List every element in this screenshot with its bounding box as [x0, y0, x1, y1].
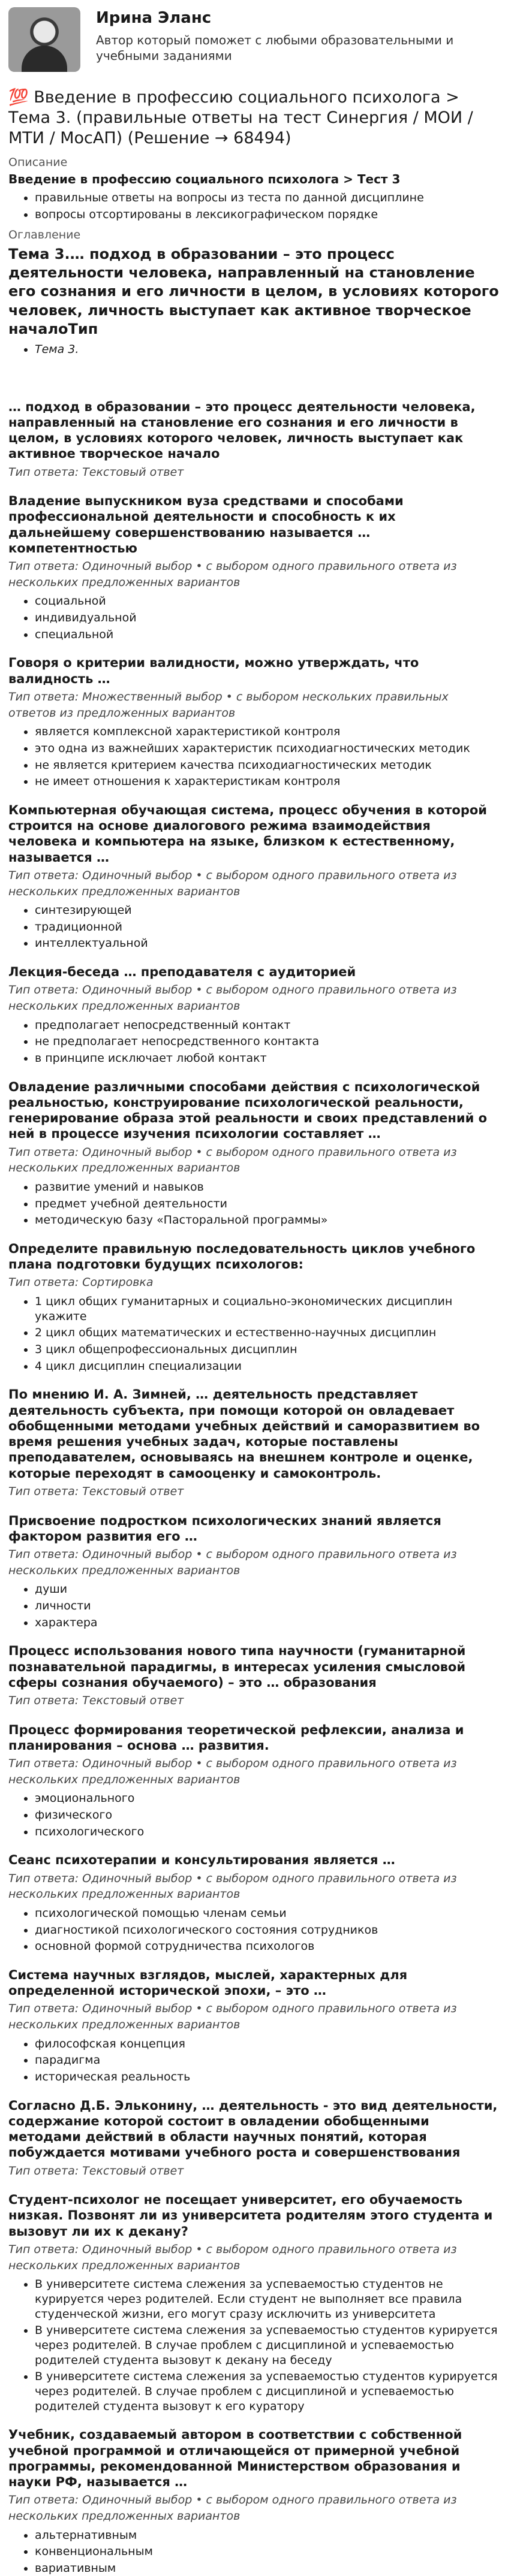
answer-option: • эмоционального [35, 1791, 500, 1806]
question-block [8, 1079, 500, 1228]
answer-type: Тип ответа: Одиночный выбор • с выбором одного правильного ответа из нескольких предложенных вариантов [8, 1757, 457, 1786]
answer-options [8, 2037, 500, 2085]
description-section [8, 155, 500, 222]
answer-type: Тип ответа: Одиночный выбор • с выбором одного правильного ответа из нескольких предложенных вариантов [8, 2493, 457, 2523]
answer-type: Тип ответа: Одиночный выбор • с выбором одного правильного ответа из нескольких предложенных вариантов [8, 868, 457, 898]
question-text: Студент-психолог не посещает университет, его обучаемость низкая. Позвонят ли из университета родителям этого студента и вызовут ли их к декану? [8, 2193, 493, 2239]
toc-list [8, 342, 500, 357]
question-block [8, 493, 500, 642]
answer-option: • души [35, 1582, 500, 1597]
questions-list [8, 399, 500, 2576]
answer-type: Тип ответа: Одиночный выбор • с выбором одного правильного ответа из нескольких предложенных вариантов [8, 2242, 457, 2272]
answer-options [8, 1180, 500, 1228]
question-text: Говоря о критерии валидности, можно утверждать, что валидность … [8, 656, 419, 686]
answer-options [8, 2277, 500, 2414]
question-block [8, 802, 500, 951]
author-name[interactable]: Ирина Эланс [96, 9, 212, 27]
answer-option: • 4 цикл дисциплин специализации [35, 1359, 500, 1374]
answer-option: • традиционной [35, 920, 500, 935]
answer-option: • альтернативным [35, 2528, 500, 2543]
question-block [8, 1967, 500, 2085]
answer-option: • социальной [35, 594, 500, 609]
answer-type: Тип ответа: Текстовый ответ [8, 2164, 184, 2178]
description-title: Введение в профессию социального психолога > Тест 3 [8, 171, 401, 186]
question-text: Лекция-беседа … преподавателя с аудиторией [8, 965, 356, 980]
question-text: Учебник, создаваемый автором в соответствии с собственной учебной программой и отличающейся от примерной учебной программы, рекомендованной Министерством образования и науки РФ, называется … [8, 2427, 462, 2490]
answer-option: • 1 цикл общих гуманитарных и социально-экономических дисциплин укажите [35, 1294, 500, 1324]
page-title: 💯 Введение в профессию социального психолога > Тема 3. (правильные ответы на тест Синергия / МОИ / МТИ / МосАП) (Решение → 68494) [8, 88, 473, 147]
toc-section [8, 228, 500, 357]
answer-type: Тип ответа: Одиночный выбор • с выбором одного правильного ответа из нескольких предложенных вариантов [8, 1548, 457, 1577]
answer-options [8, 1791, 500, 1839]
answer-options [8, 724, 500, 789]
answer-option: • психологической помощью членам семьи [35, 1906, 500, 1921]
answer-option: • вариативным [35, 2561, 500, 2576]
question-text: Определите правильную последовательность циклов учебного плана подготовки будущих психологов: [8, 1241, 476, 1272]
description-item: • вопросы отсортированы в лексикографическом порядке [35, 207, 500, 222]
answer-options [8, 594, 500, 642]
question-text: Процесс формирования теоретической рефлексии, анализа и планирования – основа … развития. [8, 1722, 464, 1753]
question-text: По мнению И. А. Зимней, … деятельность представляет деятельность субъекта, при помощи которой он овладевает обобщенными методами учебных действий и саморазвитием во время решения учебных задач, которые поставлены преподавателем, основываясь на внешнем контроле и оценке, которые переходят в самооценку и самоконтроль. [8, 1387, 480, 1481]
toc-title: Тема 3.… подход в образовании – это процесс деятельности человека, направленный на становление его сознания и его личности в целом, в условиях которого человек, личность выступает как активное творческое началоТип [8, 246, 499, 337]
question-block [8, 2098, 500, 2179]
question-block [8, 1722, 500, 1840]
answer-option: • не является критерием качества психодиагностических методик [35, 758, 500, 773]
question-text: Овладение различными способами действия с психологической реальностью, конструирование психологической реальности, генерирование образа этой реальности и своих представлений о ней в процессе изучения психологии составляет … [8, 1079, 488, 1141]
answer-type: Тип ответа: Одиночный выбор • с выбором одного правильного ответа из нескольких предложенных вариантов [8, 1871, 457, 1901]
answer-option: • парадигма [35, 2053, 500, 2068]
answer-type: Тип ответа: Одиночный выбор • с выбором одного правильного ответа из нескольких предложенных вариантов [8, 1145, 457, 1175]
answer-option: • развитие умений и навыков [35, 1180, 500, 1195]
answer-option: • характера [35, 1615, 500, 1630]
answer-options [8, 903, 500, 951]
question-text: Владение выпускником вуза средствами и способами профессиональной деятельности и способность к их дальнейшему совершенствованию называется … компетентностью [8, 494, 404, 555]
question-block [8, 2427, 500, 2575]
answer-option: • основной формой сотрудничества психологов [35, 1939, 500, 1954]
answer-option: • диагностикой психологического состояния сотрудников [35, 1923, 500, 1938]
question-block [8, 1852, 500, 1954]
answer-type: Тип ответа: Текстовый ответ [8, 465, 184, 479]
answer-type: Тип ответа: Текстовый ответ [8, 1484, 184, 1498]
question-text: Система научных взглядов, мыслей, характерных для определенной исторической эпохи, – это … [8, 1967, 408, 1998]
answer-option: • является комплексной характеристикой контроля [35, 724, 500, 739]
author-header [8, 0, 500, 77]
answer-option: • философская концепция [35, 2037, 500, 2052]
answer-option: • личности [35, 1599, 500, 1614]
answer-type: Тип ответа: Сортировка [8, 1276, 154, 1289]
answer-type: Тип ответа: Множественный выбор • с выбором нескольких правильных ответов из предложенных вариантов [8, 690, 449, 720]
answer-option: • В университете система слежения за успеваемостью студентов не курируется через родителей. Если студент не выполняет все правила студенческой жизни, его могут сразу исключить из университета [35, 2277, 500, 2321]
toc-item[interactable]: • Тема 3. [35, 342, 500, 357]
answer-option: • интеллектуальной [35, 936, 500, 951]
answer-option: • методическую базу «Пасторальной программы» [35, 1213, 500, 1228]
question-block [8, 655, 500, 789]
description-item: • правильные ответы на вопросы из теста по данной дисциплине [35, 191, 500, 206]
answer-option: • физического [35, 1808, 500, 1823]
answer-option: • В университете система слежения за успеваемостью студентов курируется через родителей. В случае проблем с дисциплиной и успеваемостью родителей студента вызовут к его куратору [35, 2369, 500, 2414]
answer-option: • специальной [35, 627, 500, 642]
author-avatar[interactable] [8, 7, 80, 72]
question-block [8, 964, 500, 1066]
answer-option: • не имеет отношения к характеристикам контроля [35, 774, 500, 789]
question-text: Сеанс психотерапии и консультирования является … [8, 1853, 395, 1868]
answer-option: • 2 цикл общих математических и естественно-научных дисциплин [35, 1325, 500, 1340]
answer-options [8, 1582, 500, 1630]
answer-options [8, 2528, 500, 2576]
answer-option: • конвенциональным [35, 2544, 500, 2559]
author-description: Автор который поможет с любыми образовательными и учебными заданиями [96, 32, 454, 63]
question-text: Компьютерная обучающая система, процесс обучения в которой строится на основе диалогового режима взаимодействия человека и компьютера на языке, близком к естественному, называется … [8, 802, 487, 865]
question-block [8, 1387, 500, 1499]
answer-option: • предполагает непосредственный контакт [35, 1018, 500, 1033]
answer-option: • В университете система слежения за успеваемостью студентов курируется через родителей. В случае проблем с дисциплиной и успеваемостью родителей студента вызовут к декану на беседу [35, 2323, 500, 2367]
answer-options [8, 1906, 500, 1954]
answer-option: • психологического [35, 1825, 500, 1840]
answer-options [8, 1018, 500, 1066]
answer-type: Тип ответа: Текстовый ответ [8, 1694, 184, 1708]
author-info [96, 7, 500, 64]
question-block [8, 399, 500, 481]
answer-type: Тип ответа: Одиночный выбор • с выбором одного правильного ответа из нескольких предложенных вариантов [8, 983, 457, 1013]
answer-option: • синтезирующей [35, 903, 500, 918]
question-text: Присвоение подростком психологических знаний является фактором развития его … [8, 1513, 441, 1544]
question-block [8, 1643, 500, 1708]
description-list [8, 191, 500, 222]
answer-option: • 3 цикл общепрофессиональных дисциплин [35, 1342, 500, 1357]
question-block [8, 2192, 500, 2414]
answer-option: • не предполагает непосредственного контакта [35, 1034, 500, 1049]
question-block [8, 1513, 500, 1630]
description-label: Описание [8, 156, 68, 170]
answer-type: Тип ответа: Одиночный выбор • с выбором одного правильного ответа из нескольких предложенных вариантов [8, 560, 457, 589]
answer-option: • историческая реальность [35, 2070, 500, 2085]
answer-option: • это одна из важнейших характеристик психодиагностических методик [35, 741, 500, 756]
answer-option: • в принципе исключает любой контакт [35, 1051, 500, 1066]
question-block [8, 1241, 500, 1374]
answer-option: • индивидуальной [35, 611, 500, 626]
spacer [8, 363, 500, 386]
answer-option: • предмет учебной деятельности [35, 1197, 500, 1212]
toc-label: Оглавление [8, 228, 81, 242]
question-text: Процесс использования нового типа научности (гуманитарной познавательной парадигмы, в интересах усиления смысловой сферы сознания обучаемого) – это … образования [8, 1644, 466, 1690]
answer-options [8, 1294, 500, 1373]
question-text: Согласно Д.Б. Эльконину, … деятельность - это вид деятельности, содержание которой состоит в овладении обобщенными методами действий в области научных понятий, которая побуждается мотивами учебного роста и совершенствования [8, 2098, 498, 2160]
question-text: … подход в образовании – это процесс деятельности человека, направленный на становление его сознания и его личности в целом, в условиях которого человек, личность выступает как активное творческое начало [8, 399, 476, 461]
answer-type: Тип ответа: Одиночный выбор • с выбором одного правильного ответа из нескольких предложенных вариантов [8, 2002, 457, 2031]
